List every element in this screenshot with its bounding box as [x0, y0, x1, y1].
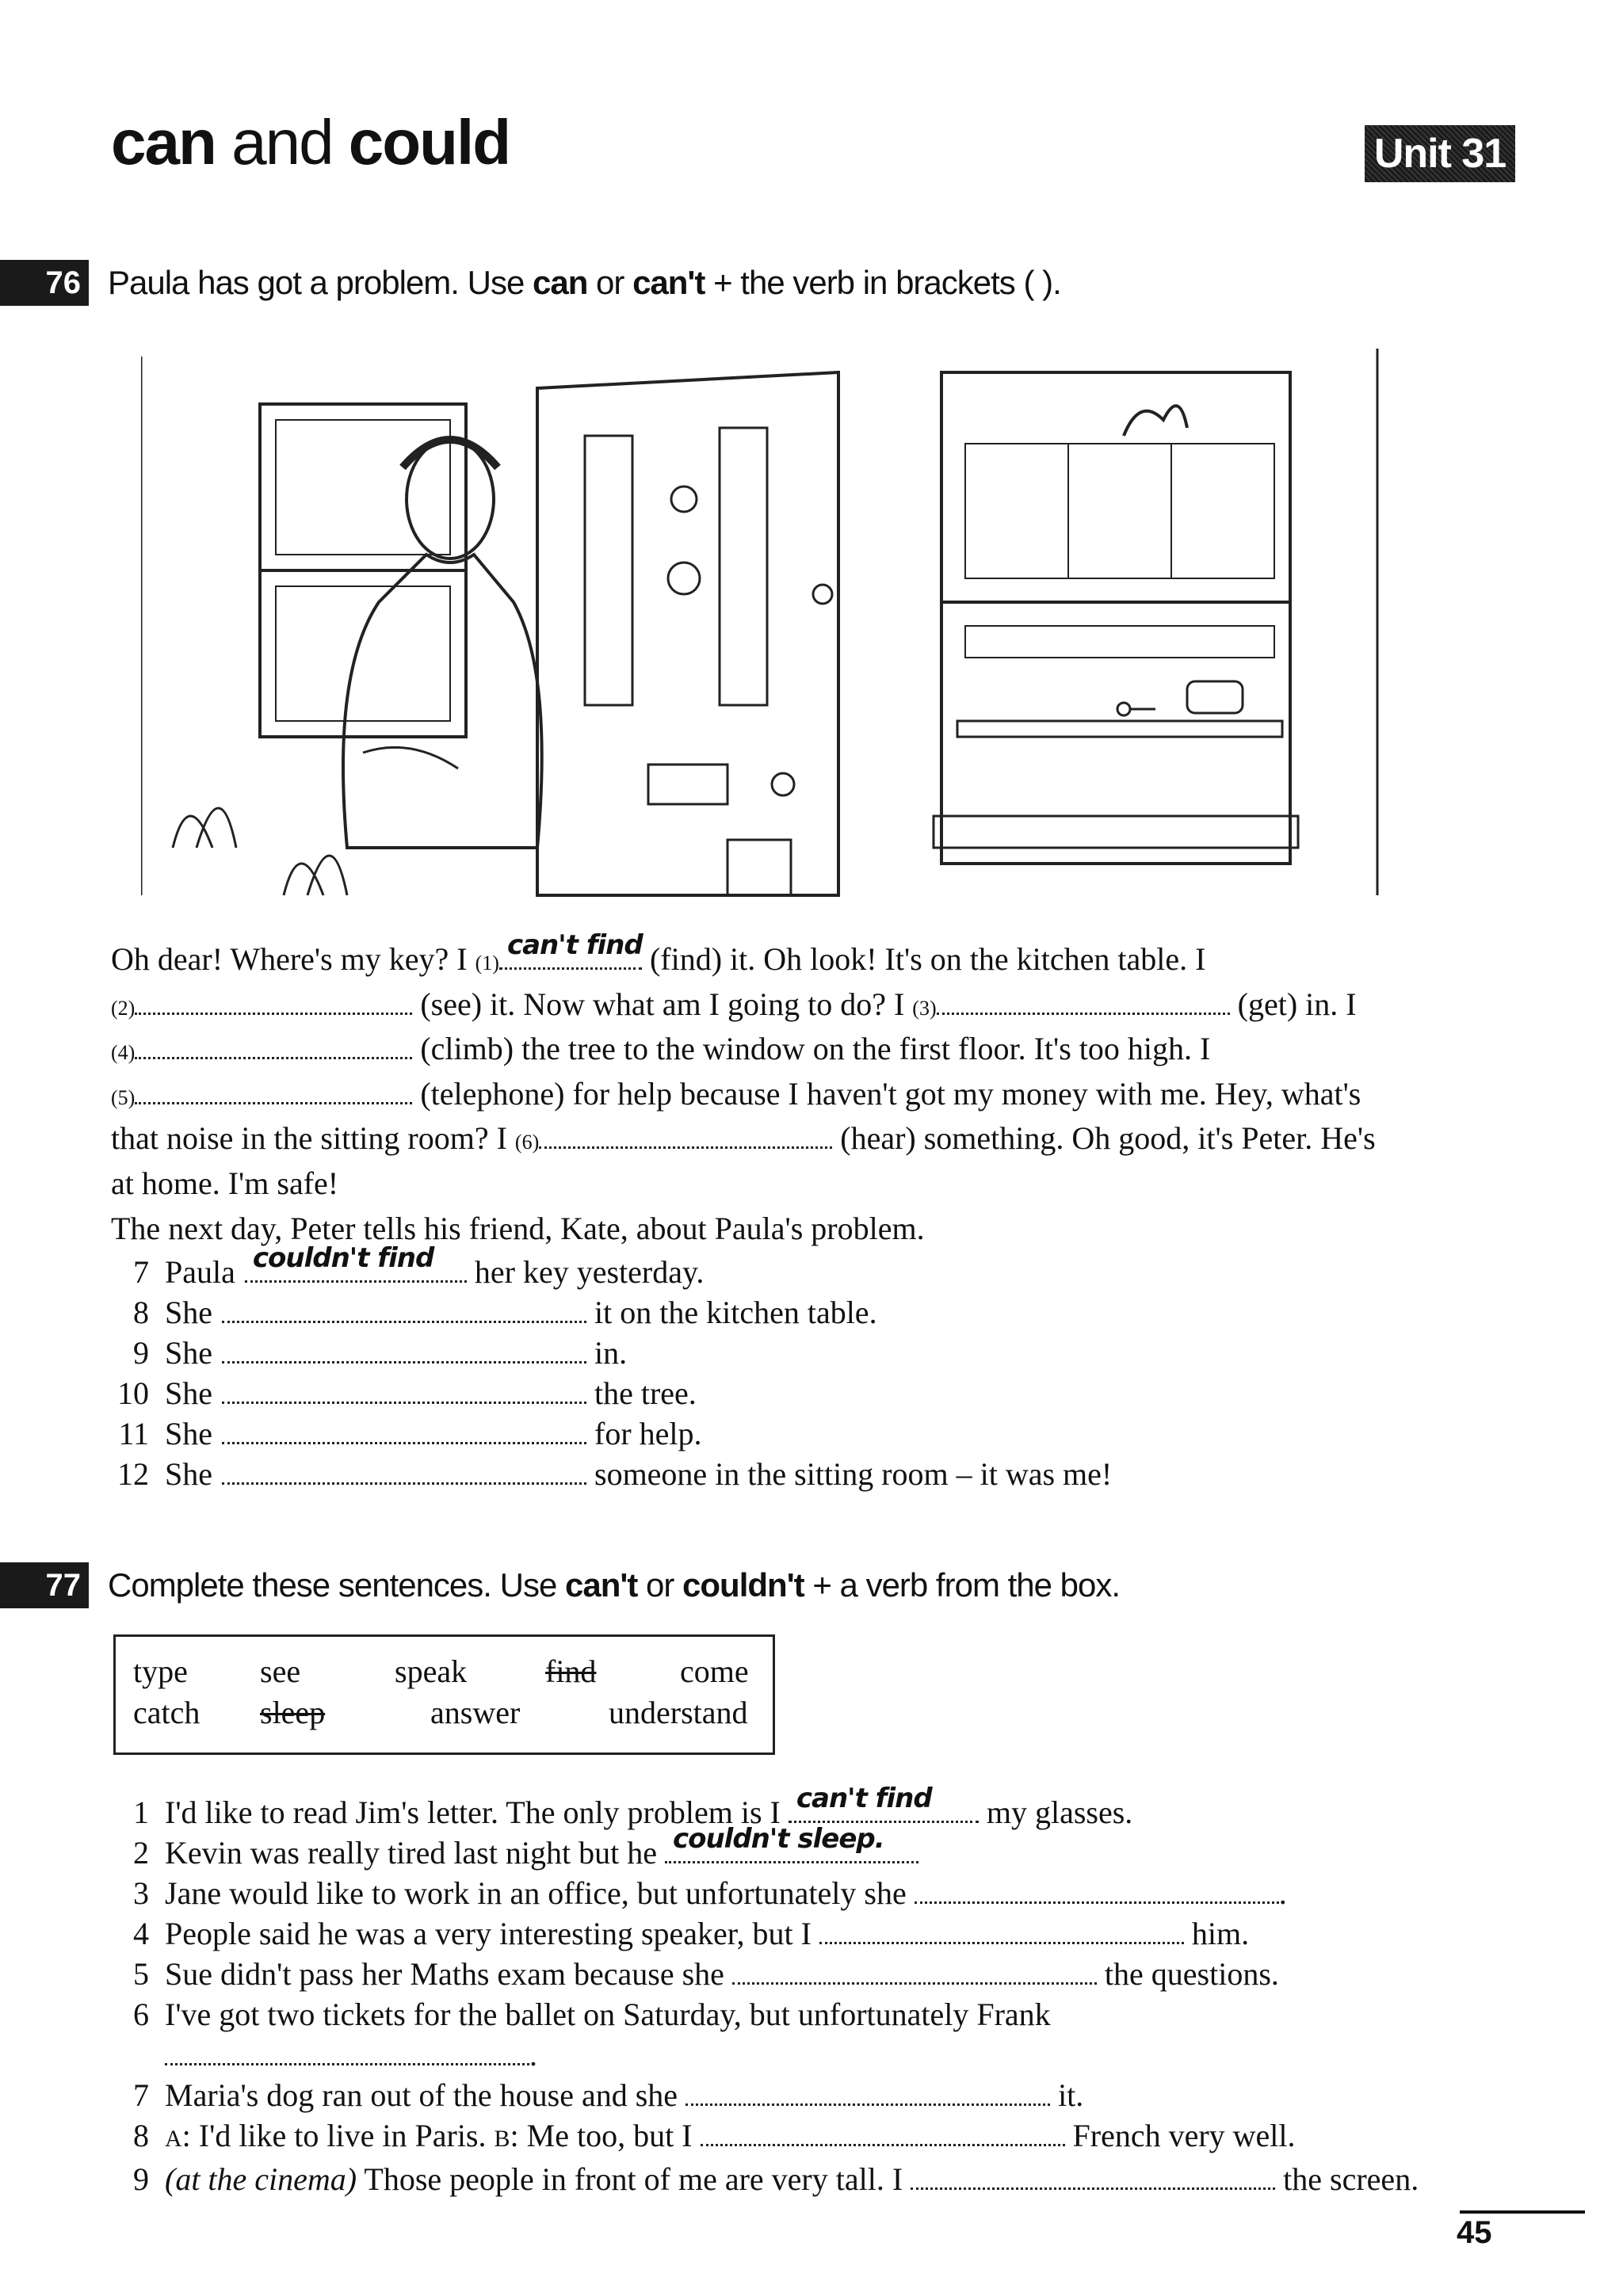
list-item: 4 People said he was a very interesting speaker, but I him. [133, 1916, 1250, 1951]
answer-blank-10[interactable] [222, 1378, 586, 1404]
word-find-struck: find [545, 1653, 597, 1689]
list-item: 8 She it on the kitchen table. [133, 1295, 877, 1330]
story-line-6: at home. I'm safe! [111, 1165, 339, 1201]
word-box-row-1 [133, 1653, 767, 1692]
answer-blank-77-9[interactable] [911, 2164, 1275, 2190]
word-understand: understand [609, 1695, 748, 1730]
answer-blank-77-6[interactable] [165, 2039, 529, 2065]
key-on-table-icon [1117, 703, 1155, 715]
answer-blank-77-1[interactable]: can't find [789, 1797, 979, 1823]
answer-blank-77-4[interactable] [819, 1918, 1184, 1944]
exercise-76-instruction: Paula has got a problem. Use can or can't + the verb in brackets ( ). [108, 264, 1061, 301]
exercise-77-instruction: Complete these sentences. Use can't or couldn't + a verb from the box. [108, 1566, 1121, 1604]
illustration-paula-locked-out [141, 341, 1441, 911]
story-line-1: Oh dear! Where's my key? I (1) can't find (find) it. Oh look! It's on the kitchen table. I [111, 929, 1206, 977]
answer-blank-1[interactable]: can't find [499, 944, 642, 970]
plant-left [173, 808, 236, 848]
answer-blank-9[interactable] [222, 1337, 586, 1363]
list-item: 11 She for help. [118, 1416, 702, 1451]
list-item: 3 Jane would like to work in an office, but unfortunately she . [133, 1875, 1287, 1911]
answer-blank-3[interactable] [937, 989, 1230, 1015]
word-sleep-struck: sleep [260, 1695, 326, 1730]
unit-badge: Unit 31 [1365, 125, 1515, 182]
front-door [537, 372, 838, 895]
title-could: could [348, 107, 510, 177]
list-item: 9 (at the cinema) Those people in front of me are very tall. I the screen. [133, 2161, 1419, 2197]
answer-blank-77-3[interactable] [915, 1878, 1279, 1904]
list-item: 1 I'd like to read Jim's letter. The only problem is I can't find my glasses. [133, 1783, 1133, 1830]
page-number: 45 [1457, 2215, 1492, 2250]
list-item: 6 I've got two tickets for the ballet on Saturday, but unfortunately Frank [133, 1997, 1051, 2032]
answer-blank-77-2[interactable]: couldn't sleep. [665, 1837, 918, 1863]
answer-blank-6[interactable] [539, 1123, 832, 1149]
paula-figure [343, 440, 542, 848]
page-number-rule [1460, 2210, 1585, 2214]
plant-middle [284, 856, 347, 895]
exercise-77-number: 77 [0, 1562, 89, 1608]
page-title [111, 107, 510, 177]
exercise-76-heading [0, 260, 1061, 306]
word-speak: speak [395, 1653, 468, 1689]
list-item: 8 A : I'd like to live in Paris. B : Me too, but I French very well. [133, 2118, 1296, 2153]
word-box-row-2 [133, 1694, 767, 1733]
cat-icon [1124, 406, 1187, 436]
kitchen-window [941, 372, 1290, 864]
exercise-76-items [111, 1242, 1113, 1494]
next-day-sentence: The next day, Peter tells his friend, Kate, about Paula's problem. [111, 1211, 925, 1246]
word-catch: catch [133, 1695, 200, 1730]
answer-blank-77-8[interactable] [701, 2120, 1065, 2146]
answer-blank-77-7[interactable] [685, 2080, 1050, 2106]
answer-blank-4[interactable] [135, 1033, 412, 1059]
answer-blank-8[interactable] [222, 1297, 586, 1323]
list-item: 10 She the tree. [117, 1375, 697, 1411]
telephone-icon [1187, 681, 1243, 713]
word-answer: answer [430, 1695, 521, 1730]
exercise-77-items [111, 1783, 1419, 2199]
answer-blank-2[interactable] [135, 989, 412, 1015]
word-come: come [680, 1653, 749, 1689]
story-line-5: that noise in the sitting room? I (6) (hear) something. Oh good, it's Peter. He's [111, 1120, 1376, 1156]
list-item: 5 Sue didn't pass her Maths exam because she the questions. [133, 1956, 1279, 1992]
answer-blank-11[interactable] [222, 1418, 586, 1444]
exercise-76-story [111, 929, 1522, 1203]
list-item: 2 Kevin was really tired last night but he couldn't sleep. [111, 1833, 1419, 1873]
answer-blank-7[interactable]: couldn't find [245, 1257, 467, 1283]
list-item: 9 She in. [133, 1335, 628, 1371]
story-line-2: (2) (see) it. Now what am I going to do? I (3) (get) in. I [111, 986, 1357, 1022]
answer-blank-12[interactable] [222, 1459, 586, 1485]
story-line-4: (5) (telephone) for help because I haven't got my money with me. Hey, what's [111, 1075, 1361, 1112]
word-see: see [260, 1653, 301, 1689]
list-item: 7 Paula couldn't find her key yesterday. [133, 1242, 705, 1290]
verb-word-box [113, 1634, 775, 1755]
list-item: 7 Maria's dog ran out of the house and she it. [133, 2077, 1084, 2113]
exercise-76-number: 76 [0, 260, 89, 306]
list-item: . [111, 2035, 1419, 2075]
word-type: type [133, 1653, 188, 1689]
answer-blank-77-5[interactable] [732, 1958, 1097, 1985]
exercise-77-heading [0, 1562, 1120, 1608]
title-and: and [215, 107, 349, 177]
story-line-3: (4) (climb) the tree to the window on the first floor. It's too high. I [111, 1031, 1211, 1066]
answer-blank-5[interactable] [135, 1078, 412, 1104]
title-can: can [111, 107, 216, 177]
list-item: 12 She someone in the sitting room – it was me! [117, 1456, 1113, 1492]
